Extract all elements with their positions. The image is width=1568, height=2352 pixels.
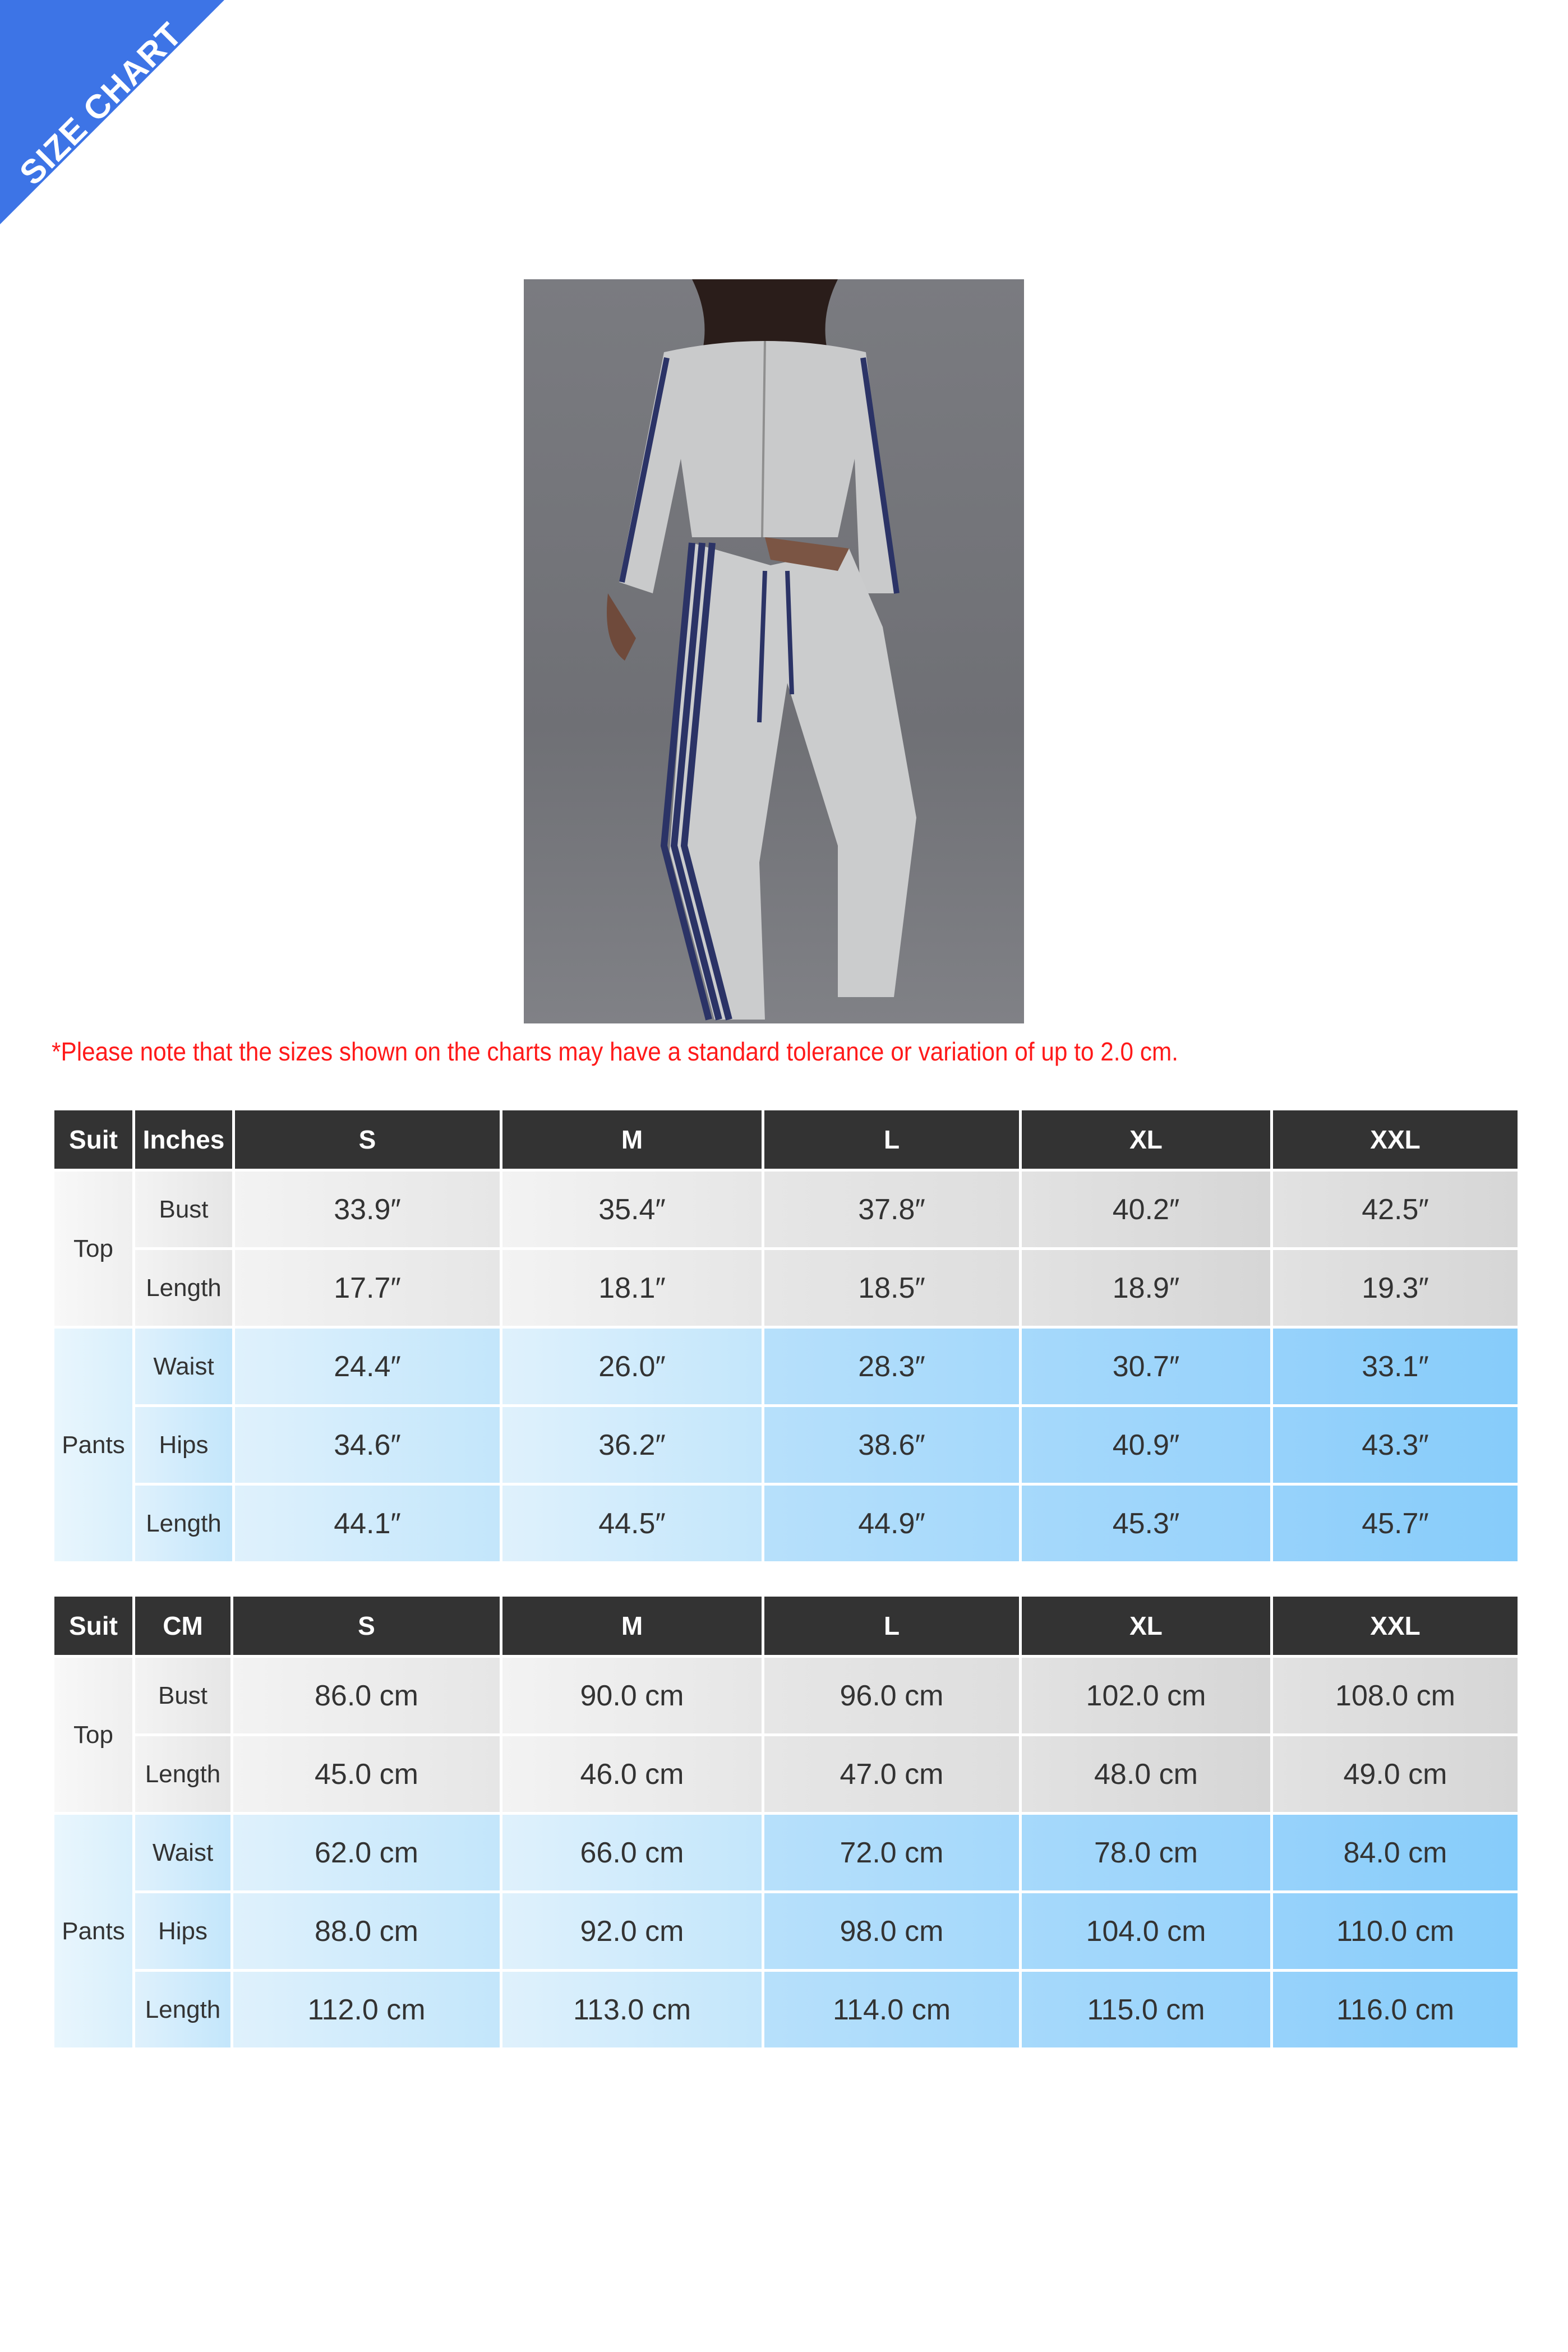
size-value: 84.0 cm bbox=[1273, 1815, 1518, 1890]
size-value: 114.0 cm bbox=[764, 1972, 1019, 2047]
header-unit: Inches bbox=[135, 1110, 232, 1169]
size-value: 18.1″ bbox=[502, 1250, 762, 1326]
table-row bbox=[54, 1172, 1518, 1247]
size-value: 116.0 cm bbox=[1273, 1972, 1518, 2047]
size-value: 104.0 cm bbox=[1022, 1893, 1270, 1969]
size-value: 37.8″ bbox=[764, 1172, 1019, 1247]
header-size-xxl: XXL bbox=[1273, 1110, 1518, 1169]
size-value: 28.3″ bbox=[764, 1329, 1019, 1404]
size-value: 66.0 cm bbox=[502, 1815, 762, 1890]
size-chart-badge bbox=[0, 0, 224, 224]
size-value: 45.3″ bbox=[1022, 1486, 1270, 1561]
tolerance-note: *Please note that the sizes shown on the charts may have a standard tolerance or variation of up to 2.0 cm. bbox=[52, 1037, 1179, 1066]
measure-label: Waist bbox=[135, 1329, 232, 1404]
header-size-l: L bbox=[764, 1110, 1019, 1169]
size-table-inches bbox=[52, 1108, 1520, 1564]
size-value: 62.0 cm bbox=[233, 1815, 500, 1890]
model-image-icon bbox=[524, 279, 1024, 1023]
table-row bbox=[54, 1329, 1518, 1404]
table-row bbox=[54, 1815, 1518, 1890]
size-value: 26.0″ bbox=[502, 1329, 762, 1404]
size-value: 92.0 cm bbox=[502, 1893, 762, 1969]
size-value: 35.4″ bbox=[502, 1172, 762, 1247]
header-unit: CM bbox=[135, 1597, 230, 1655]
size-value: 17.7″ bbox=[235, 1250, 500, 1326]
size-table-cm bbox=[52, 1594, 1520, 2050]
size-value: 40.9″ bbox=[1022, 1407, 1270, 1483]
size-value: 98.0 cm bbox=[764, 1893, 1019, 1969]
size-value: 108.0 cm bbox=[1273, 1658, 1518, 1733]
table-row bbox=[54, 1972, 1518, 2047]
table-row bbox=[54, 1486, 1518, 1561]
measure-label: Length bbox=[135, 1486, 232, 1561]
measure-label: Length bbox=[135, 1972, 230, 2047]
size-value: 44.9″ bbox=[764, 1486, 1019, 1561]
size-value: 36.2″ bbox=[502, 1407, 762, 1483]
size-value: 30.7″ bbox=[1022, 1329, 1270, 1404]
table-row bbox=[54, 1250, 1518, 1326]
size-value: 33.1″ bbox=[1273, 1329, 1518, 1404]
header-size-s: S bbox=[235, 1110, 500, 1169]
measure-label: Length bbox=[135, 1736, 230, 1812]
size-value: 40.2″ bbox=[1022, 1172, 1270, 1247]
size-value: 86.0 cm bbox=[233, 1658, 500, 1733]
group-label-pants: Pants bbox=[54, 1329, 132, 1561]
size-value: 44.5″ bbox=[502, 1486, 762, 1561]
header-size-s: S bbox=[233, 1597, 500, 1655]
size-value: 46.0 cm bbox=[502, 1736, 762, 1812]
size-value: 45.0 cm bbox=[233, 1736, 500, 1812]
table-row bbox=[54, 1893, 1518, 1969]
badge-label: SIZE CHART bbox=[12, 15, 190, 192]
size-value: 115.0 cm bbox=[1022, 1972, 1270, 2047]
table-header-row bbox=[54, 1110, 1518, 1169]
measure-label: Bust bbox=[135, 1658, 230, 1733]
group-label-pants: Pants bbox=[54, 1815, 132, 2047]
measure-label: Waist bbox=[135, 1815, 230, 1890]
measure-label: Length bbox=[135, 1250, 232, 1326]
header-size-xxl: XXL bbox=[1273, 1597, 1518, 1655]
size-value: 90.0 cm bbox=[502, 1658, 762, 1733]
header-size-xl: XL bbox=[1022, 1597, 1270, 1655]
header-size-xl: XL bbox=[1022, 1110, 1270, 1169]
size-value: 112.0 cm bbox=[233, 1972, 500, 2047]
size-value: 24.4″ bbox=[235, 1329, 500, 1404]
measure-label: Hips bbox=[135, 1893, 230, 1969]
header-size-l: L bbox=[764, 1597, 1019, 1655]
group-label-top: Top bbox=[54, 1658, 132, 1812]
size-value: 78.0 cm bbox=[1022, 1815, 1270, 1890]
size-value: 48.0 cm bbox=[1022, 1736, 1270, 1812]
size-value: 102.0 cm bbox=[1022, 1658, 1270, 1733]
product-photo bbox=[524, 279, 1024, 1023]
header-size-m: M bbox=[502, 1110, 762, 1169]
size-value: 38.6″ bbox=[764, 1407, 1019, 1483]
size-value: 42.5″ bbox=[1273, 1172, 1518, 1247]
size-value: 96.0 cm bbox=[764, 1658, 1019, 1733]
table-row bbox=[54, 1658, 1518, 1733]
size-value: 110.0 cm bbox=[1273, 1893, 1518, 1969]
size-value: 72.0 cm bbox=[764, 1815, 1019, 1890]
measure-label: Hips bbox=[135, 1407, 232, 1483]
size-value: 43.3″ bbox=[1273, 1407, 1518, 1483]
size-value: 44.1″ bbox=[235, 1486, 500, 1561]
size-value: 88.0 cm bbox=[233, 1893, 500, 1969]
header-suit: Suit bbox=[54, 1110, 132, 1169]
size-value: 33.9″ bbox=[235, 1172, 500, 1247]
size-value: 34.6″ bbox=[235, 1407, 500, 1483]
size-value: 19.3″ bbox=[1273, 1250, 1518, 1326]
size-value: 45.7″ bbox=[1273, 1486, 1518, 1561]
table-row bbox=[54, 1407, 1518, 1483]
group-label-top: Top bbox=[54, 1172, 132, 1326]
size-value: 18.5″ bbox=[764, 1250, 1019, 1326]
measure-label: Bust bbox=[135, 1172, 232, 1247]
size-value: 18.9″ bbox=[1022, 1250, 1270, 1326]
size-value: 47.0 cm bbox=[764, 1736, 1019, 1812]
header-size-m: M bbox=[502, 1597, 762, 1655]
table-row bbox=[54, 1736, 1518, 1812]
header-suit: Suit bbox=[54, 1597, 132, 1655]
table-header-row bbox=[54, 1597, 1518, 1655]
size-value: 113.0 cm bbox=[502, 1972, 762, 2047]
size-value: 49.0 cm bbox=[1273, 1736, 1518, 1812]
